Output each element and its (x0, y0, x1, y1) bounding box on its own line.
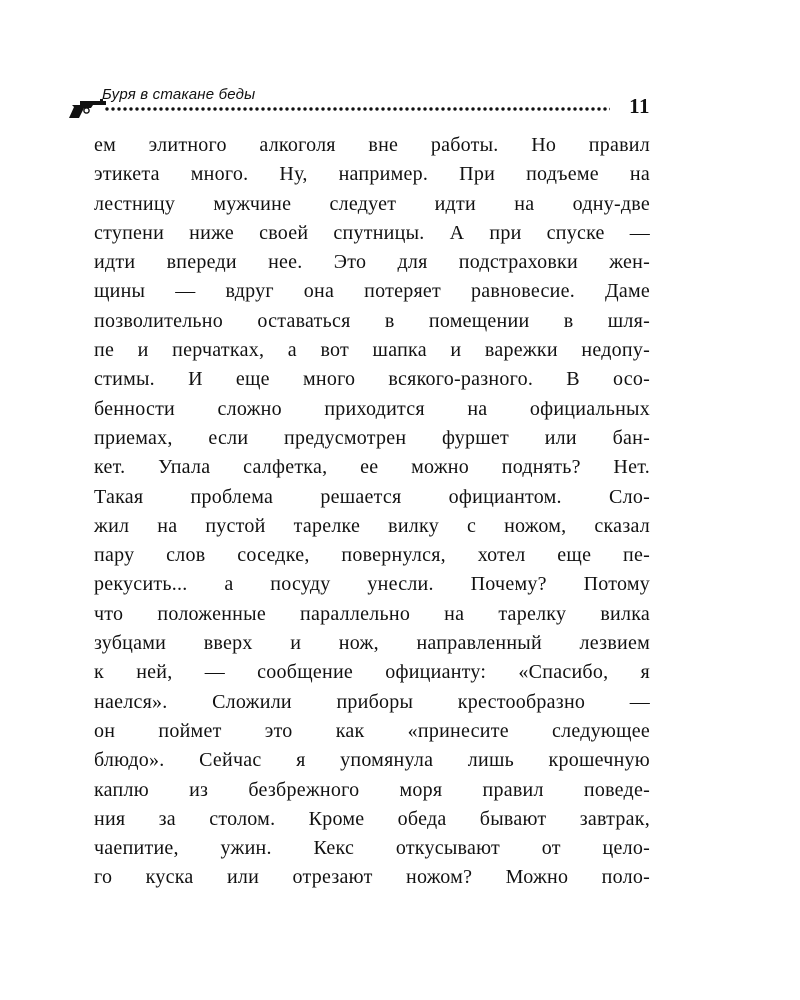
text-line: позволительно оставаться в помещении в шля- (94, 309, 650, 332)
text-line: стимы. И еще много всякого-разного. В осо- (94, 368, 650, 391)
text-line: приемах, если предусмотрен фуршет или бан- (94, 426, 650, 449)
text-line: этикета много. Ну, например. При подъеме на (94, 163, 650, 186)
text-line: каплю из безбрежного моря правил поведе- (94, 778, 650, 801)
text-line: наелся». Сложили приборы крестообразно — (94, 690, 650, 713)
page-number: 11 (629, 94, 650, 118)
text-line: что положенные параллельно на тарелку вилка (94, 602, 650, 625)
running-header (66, 84, 650, 124)
text-line: чаепитие, ужин. Кекс откусывают от цело- (94, 837, 650, 860)
text-line: к ней, — сообщение официанту: «Спасибо, я (94, 661, 650, 684)
text-line: жил на пустой тарелке вилку с ножом, сказал (94, 514, 650, 537)
text-line: ния за столом. Кроме обеда бывают завтрак, (94, 807, 650, 830)
text-line: Такая проблема решается официантом. Сло- (94, 485, 650, 508)
running-title: Буря в стакане беды (102, 86, 256, 103)
text-line: он поймет это как «принесите следующее (94, 719, 650, 742)
text-line: бенности сложно приходится на официальных (94, 397, 650, 420)
body-text (94, 131, 650, 893)
dotted-leader (104, 107, 610, 111)
text-line: ступени ниже своей спутницы. А при спуске — (94, 221, 650, 244)
text-line: идти впереди нее. Это для подстраховки жен- (94, 251, 650, 274)
text-line: го куска или отрезают ножом? Можно поло- (94, 866, 650, 889)
text-line: рекусить... а посуду унесли. Почему? Потому (94, 573, 650, 596)
text-line: блюдо». Сейчас я упомянула лишь крошечную (94, 749, 650, 772)
text-line: лестницу мужчине следует идти на одну-две (94, 192, 650, 215)
text-line: кет. Упала салфетка, ее можно поднять? Нет. (94, 456, 650, 479)
text-line: пару слов соседке, повернулся, хотел еще пе- (94, 544, 650, 567)
text-line: щины — вдруг она потеряет равновесие. Даме (94, 280, 650, 303)
text-line: ем элитного алкоголя вне работы. Но правил (94, 134, 650, 156)
text-line: зубцами вверх и нож, направленный лезвием (94, 632, 650, 655)
text-line: пе и перчатках, а вот шапка и варежки недопу- (94, 339, 650, 362)
